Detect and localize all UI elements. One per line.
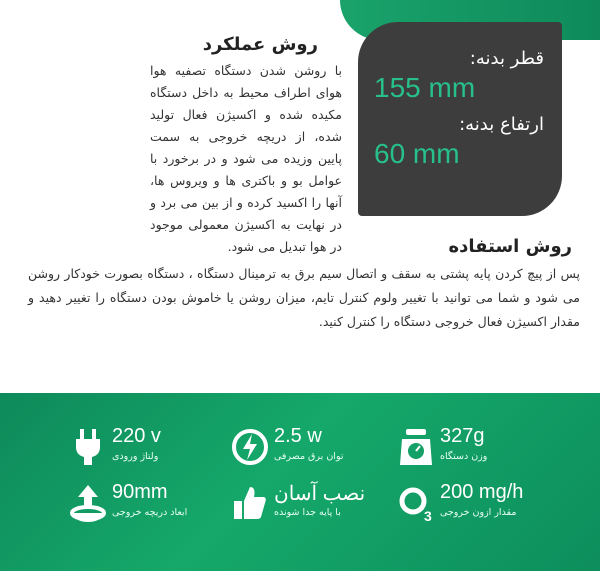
power-icon (232, 427, 268, 467)
scale-icon (398, 427, 434, 467)
plug-icon (70, 427, 106, 467)
spec-value: 200 mg/h (440, 481, 524, 503)
outlet-icon (70, 483, 106, 523)
spec-label: ولتاژ ورودی (112, 451, 159, 462)
spec-value: 327g (440, 425, 485, 447)
thumbs-up-icon (232, 483, 268, 523)
usage-text: پس از پیچ کردن پایه پشتی به سقف و اتصال سیم برق به ترمینال دستگاه ، دستگاه بصورت خودکار روشن می شود و شما می توانید با تغییر ولوم کنترل تایم، میزان روشن یا خاموش بودن دستگاه را تغییر دهید و مقدار اکسیژن فعال خروجی دستگاه را کنترل کنید. (28, 266, 580, 329)
spec-label: توان برق مصرفی (274, 451, 344, 462)
spec-value: 90mm (112, 481, 168, 503)
usage-title: روش استفاده (448, 236, 572, 257)
operation-text: با روشن شدن دستگاه تصفیه هوا هوای اطراف محیط به داخل دستگاه مکیده شده و اکسیژن فعال تولید شده، از دریچه خروجی به سمت پایین وزیده می شود و در برخورد با عوامل بو و باکتری ها و ویروس ها، آنها را اکسید کرده و از بین می برد و در نهایت به اکسیژن معمولی موجود در هوا تبدیل می شود. (150, 63, 342, 254)
spec-value: 220 v (112, 425, 161, 447)
spec-voltage (70, 425, 240, 473)
height-value: 60 mm (374, 138, 460, 169)
spec-outlet (70, 481, 240, 529)
spec-value: 2.5 w (274, 425, 322, 447)
svg-text:3: 3 (424, 508, 432, 523)
spec-label: مقدار ازون خروجی (440, 507, 517, 518)
spec-label: با پایه جدا شونده (274, 507, 341, 518)
spec-ozone (398, 481, 568, 529)
spec-label: وزن دستگاه (440, 451, 488, 462)
diameter-value: 155 mm (374, 72, 476, 103)
spec-power (232, 425, 402, 473)
dimensions-panel (358, 22, 562, 216)
operation-title: روش عملکرد (202, 34, 318, 55)
spec-label: ابعاد دریچه خروجی (112, 507, 188, 518)
ozone-icon (398, 483, 434, 523)
spec-value: نصب آسان (274, 483, 366, 505)
diameter-label: قطر بدنه: (469, 48, 544, 69)
spec-weight (398, 425, 568, 473)
height-label: ارتفاع بدنه: (459, 114, 544, 135)
specs-footer (0, 393, 600, 571)
spec-install (232, 481, 402, 529)
